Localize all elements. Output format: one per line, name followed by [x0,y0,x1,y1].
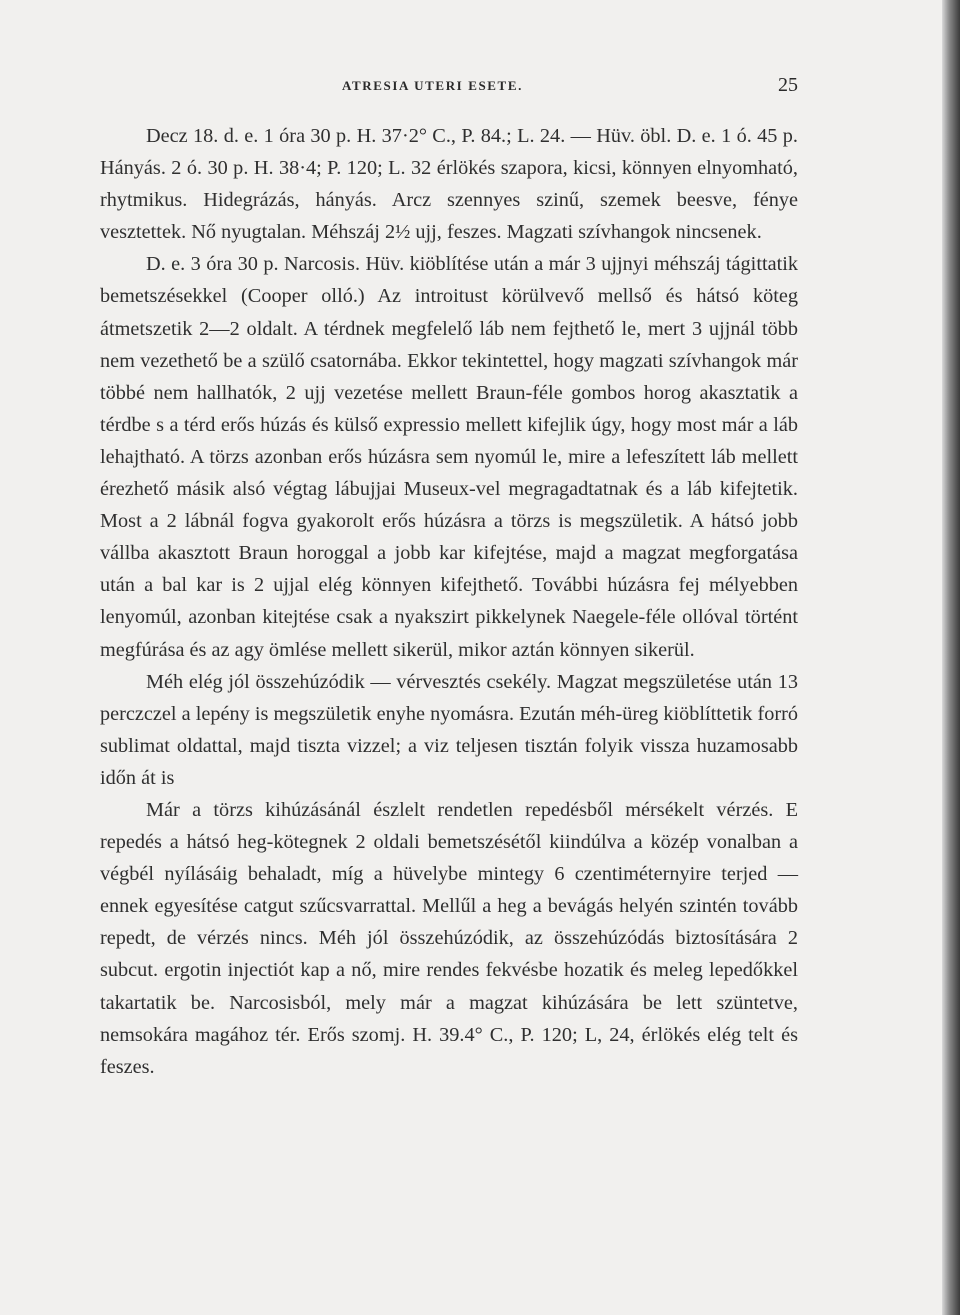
running-title: ATRESIA UTERI ESETE. [342,78,523,93]
page-header [100,74,798,104]
paragraph: Méh elég jól összehúzódik — vérvesztés csekély. Magzat megszületése után 13 perczczel a lepény is megszületik enyhe nyomásra. Ezután méh-üreg kiöblíttetik forró sublimat oldattal, majd tiszta vizzel; a viz teljesen tisztán folyik vissza huzamosabb időn át is [100,670,798,789]
paragraph: Már a törzs kihúzásánál észlelt rendetlen repedésből mérsékelt vérzés. E repedés a hátsó heg-kötegnek 2 oldali bemetszésétől kiindúlva a közép vonalban a végbél nyílásáig behaladt, míg a hüvelybe mintegy 6 czentiméternyire terjed — ennek egyesítése catgut szűcsvarrattal. Mellűl a heg a bevágás helyén szintén tovább repedt, de vérzés nincs. Méh jól összehúzódik, az összehúzódás biztosítására 2 subcut. ergotin injectiót kap a nő, mire rendes fekvésbe hozatik és meleg lepedőkkel takartatik be. Narcosisból, mely már a magzat kihúzására be lett szüntetve, nemsokára magához tér. Erős szomj. H. 39.4° C., P. 120; L, 24, érlökés elég telt és feszes. [100,798,798,1078]
page-number: 25 [778,74,798,96]
body-text [100,120,798,1083]
paragraph: Decz 18. d. e. 1 óra 30 p. H. 37·2° C., P. 84.; L. 24. — Hüv. öbl. D. e. 1 ó. 45 p. Hányás. 2 ó. 30 p. H. 38·4; P. 120; L. 32 érlökés szapora, kicsi, könnyen elnyomható, rhytmikus. Hidegrázás, hányás. Arcz szennyes szinű, szemek beesve, fénye vesztettek. Nő nyugtalan. Méhszáj 2½ ujj, feszes. Magzati szívhangok nincsenek. [100,125,798,244]
page-edge-shadow [942,0,960,1315]
paragraph: D. e. 3 óra 30 p. Narcosis. Hüv. kiöblítése után a már 3 ujjnyi méhszáj tágittatik bemetszésekkel (Cooper olló.) Az introitust körülvevő mellső és hátsó köteg átmetszetik 2—2 oldalt. A térdnek megfelelő láb nem fejthető le, mert 3 ujjnál több nem vezethető be a szülő csatornába. Ekkor tekintettel, hogy magzati szívhangok már többé nem hallhatók, 2 ujj vezetése mellett Braun-féle gombos horog akasztatik a térdbe s a térd erős húzás és külső expressio mellett kifejlik úgy, hogy most már a láb lehajtható. A törzs azonban erős húzásra sem nyomúl le, mire a lefeszített láb mellett érezhető másik alsó végtag lábujjai Museux-vel megragadtatnak és a láb kifejtetik. Most a 2 lábnál fogva gyakorolt erős húzásra a törzs is megszületik. A hátsó jobb vállba akasztott Braun horoggal a jobb kar kifejtése, majd a magzat megforgatása után a bal kar is 2 ujjal elég könnyen kifejthető. További húzásra fej mélyebben lenyomúl, azonban kitejtése csak a nyakszirt pikkelynek Naegele-féle ollóval történt megfúrása és az agy ömlése mellett sikerül, mikor aztán könnyen sikerül. [100,253,798,661]
